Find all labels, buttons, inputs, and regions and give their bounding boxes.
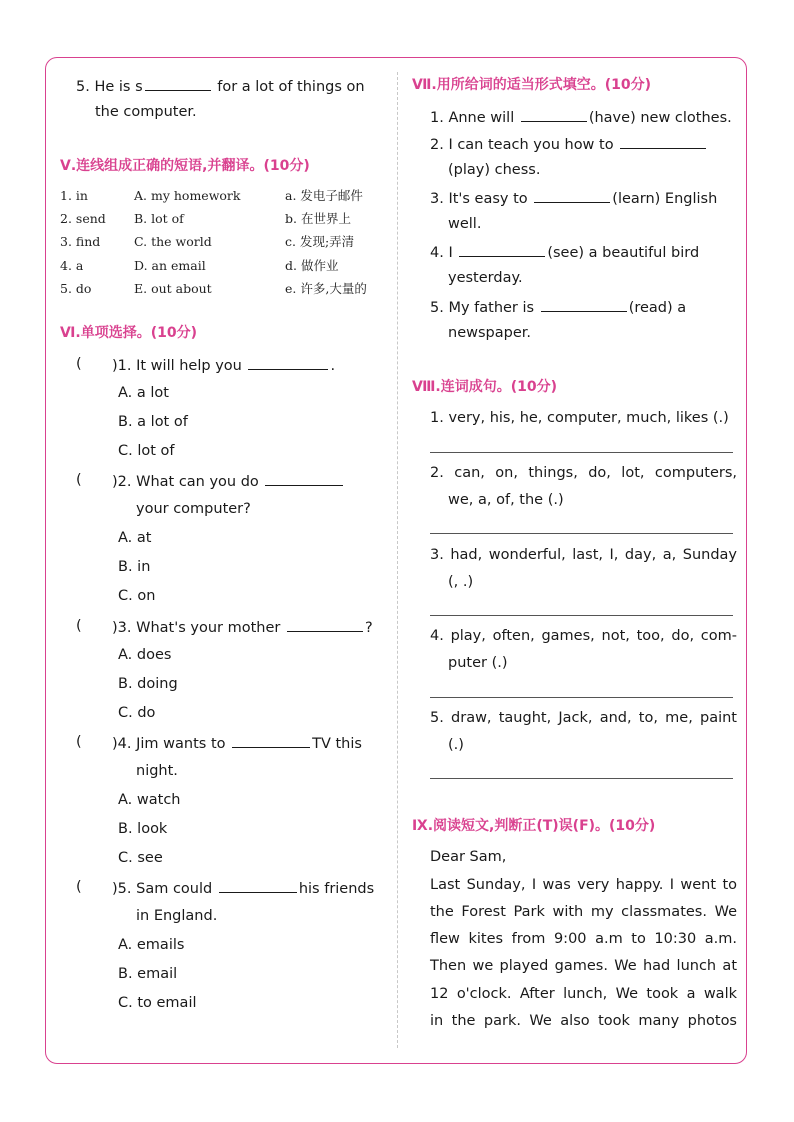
- answer-blank[interactable]: [265, 471, 343, 486]
- reorder-question-3-cont: (, .): [448, 574, 474, 590]
- mc-question-4: )4. Jim wants to TV this: [112, 733, 362, 753]
- section-6-heading: Ⅵ.单项选择。(10分): [60, 325, 197, 341]
- mc-question-4-cont: night.: [136, 763, 178, 779]
- answer-blank[interactable]: [145, 76, 211, 91]
- fill-question-2-cont: (play) chess.: [448, 162, 541, 178]
- column-divider: [397, 72, 398, 1048]
- match-english: D. an email: [134, 258, 206, 273]
- fill-question-1: 1. Anne will (have) new clothes.: [430, 107, 732, 127]
- match-english: C. the world: [134, 234, 212, 249]
- reorder-question-5-cont: (.): [448, 737, 464, 753]
- reorder-question-3: 3. had, wonderful, last, I, day, a, Sunday: [430, 547, 737, 563]
- letter-greeting: Dear Sam,: [430, 849, 507, 865]
- option-b[interactable]: B. a lot of: [118, 414, 188, 430]
- answer-blank[interactable]: [459, 242, 545, 257]
- reorder-question-2: 2. can, on, things, do, lot, computers,: [430, 465, 737, 481]
- reorder-question-1: 1. very, his, he, computer, much, likes (.): [430, 410, 729, 426]
- option-c[interactable]: C. to email: [118, 995, 197, 1011]
- mc-question-2: )2. What can you do: [112, 471, 345, 491]
- match-number: 3. find: [60, 234, 101, 249]
- match-number: 2. send: [60, 211, 106, 226]
- mc-question-2-cont: your computer?: [136, 501, 251, 517]
- match-english: E. out about: [134, 281, 212, 296]
- answer-blank[interactable]: [534, 188, 610, 203]
- answer-paren-open: (: [76, 734, 82, 750]
- mc-question-3: )3. What's your mother ?: [112, 617, 373, 637]
- section-8-heading: Ⅷ.连词成句。(10分): [412, 379, 558, 395]
- option-a[interactable]: A. at: [118, 530, 152, 546]
- match-number: 1. in: [60, 188, 88, 203]
- answer-line[interactable]: [430, 452, 733, 453]
- match-chinese: b. 在世界上: [285, 211, 351, 226]
- answer-paren-open: (: [76, 356, 82, 372]
- option-b[interactable]: B. look: [118, 821, 168, 837]
- reorder-question-5: 5. draw, taught, Jack, and, to, me, paint: [430, 710, 737, 726]
- answer-blank[interactable]: [232, 733, 310, 748]
- match-number: 5. do: [60, 281, 92, 296]
- answer-paren-open: (: [76, 618, 82, 634]
- match-chinese: a. 发电子邮件: [285, 188, 363, 203]
- answer-blank[interactable]: [248, 355, 328, 370]
- answer-line[interactable]: [430, 697, 733, 698]
- passage-line: Last Sunday, I was very happy. I went to: [430, 877, 737, 893]
- fill-question-4: 4. I (see) a beautiful bird: [430, 242, 699, 262]
- fill-question-3: 3. It's easy to (learn) English: [430, 188, 717, 208]
- answer-line[interactable]: [430, 615, 733, 616]
- match-chinese: d. 做作业: [285, 258, 339, 273]
- match-english: A. my homework: [134, 188, 241, 203]
- option-a[interactable]: A. a lot: [118, 385, 169, 401]
- section-7-heading: Ⅶ.用所给词的适当形式填空。(10分): [412, 77, 651, 93]
- section-9-heading: Ⅸ.阅读短文,判断正(T)误(F)。(10分): [412, 818, 656, 834]
- match-number: 4. a: [60, 258, 84, 273]
- option-b[interactable]: B. doing: [118, 676, 178, 692]
- option-a[interactable]: A. emails: [118, 937, 185, 953]
- mc-question-5-cont: in England.: [136, 908, 218, 924]
- mc-question-5: )5. Sam could his friends: [112, 878, 374, 898]
- passage-line: Then we played games. We had lunch at: [430, 958, 737, 974]
- option-a[interactable]: A. does: [118, 647, 172, 663]
- mc-question-1: )1. It will help you .: [112, 355, 335, 375]
- answer-blank[interactable]: [287, 617, 363, 632]
- reorder-question-4-cont: puter (.): [448, 655, 508, 671]
- passage-line: the Forest Park with my classmates. We: [430, 904, 737, 920]
- option-c[interactable]: C. on: [118, 588, 156, 604]
- passage-line: in the park. We also took many photos: [430, 1013, 737, 1029]
- fill-question-5-cont: newspaper.: [448, 325, 531, 341]
- option-c[interactable]: C. do: [118, 705, 156, 721]
- option-b[interactable]: B. email: [118, 966, 178, 982]
- fill-question-3-cont: well.: [448, 216, 482, 232]
- answer-paren-open: (: [76, 472, 82, 488]
- reorder-question-2-cont: we, a, of, the (.): [448, 492, 564, 508]
- fill-question-4-cont: yesterday.: [448, 270, 523, 286]
- option-a[interactable]: A. watch: [118, 792, 181, 808]
- section-5-heading: Ⅴ.连线组成正确的短语,并翻译。(10分): [60, 158, 310, 174]
- answer-blank[interactable]: [620, 134, 706, 149]
- match-chinese: e. 许多,大量的: [285, 281, 367, 296]
- answer-blank[interactable]: [219, 878, 297, 893]
- fill-question-2: 2. I can teach you how to: [430, 134, 708, 154]
- answer-line[interactable]: [430, 778, 733, 779]
- left-q5-line2: the computer.: [95, 104, 197, 120]
- option-c[interactable]: C. lot of: [118, 443, 175, 459]
- answer-blank[interactable]: [521, 107, 587, 122]
- answer-line[interactable]: [430, 533, 733, 534]
- answer-blank[interactable]: [541, 297, 627, 312]
- passage-line: flew kites from 9:00 a.m to 10:30 a.m.: [430, 931, 737, 947]
- option-b[interactable]: B. in: [118, 559, 151, 575]
- option-c[interactable]: C. see: [118, 850, 163, 866]
- reorder-question-4: 4. play, often, games, not, too, do, com-: [430, 628, 737, 644]
- match-chinese: c. 发现;弄清: [285, 234, 355, 249]
- fill-question-5: 5. My father is (read) a: [430, 297, 686, 317]
- left-q5-line1: 5. He is s for a lot of things on: [76, 76, 365, 96]
- match-english: B. lot of: [134, 211, 184, 226]
- answer-paren-open: (: [76, 879, 82, 895]
- passage-line: 12 o'clock. After lunch, We took a walk: [430, 986, 737, 1002]
